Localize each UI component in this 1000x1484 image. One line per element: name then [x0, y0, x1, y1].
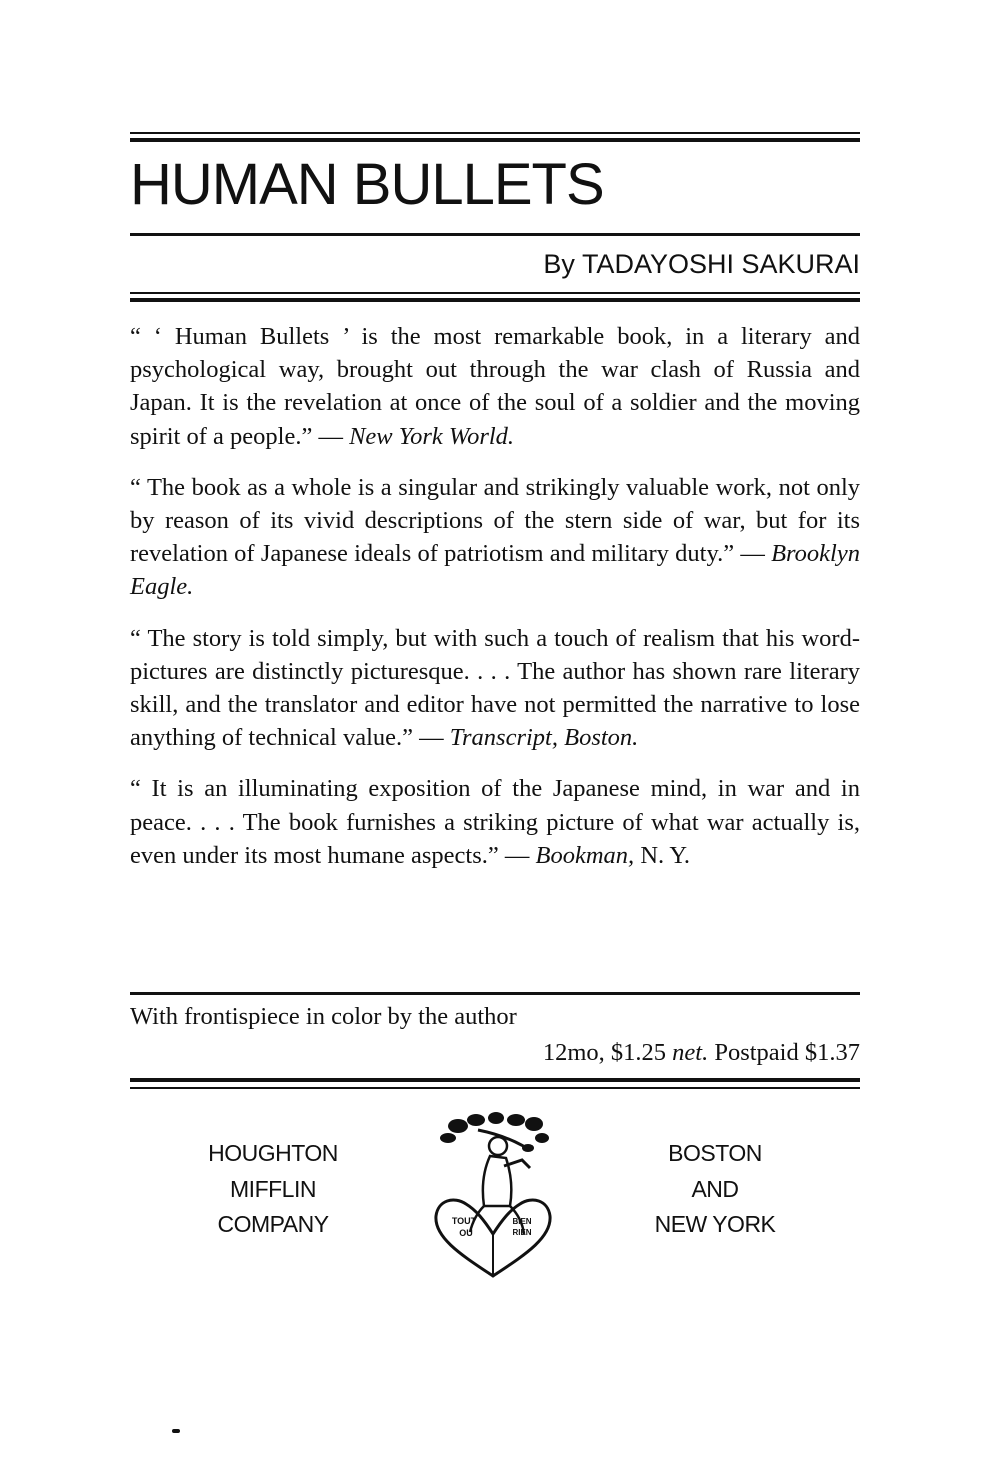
quote-source: Transcript, Boston. [449, 724, 639, 752]
print-mark [172, 1429, 180, 1433]
review-quote [130, 622, 860, 755]
publisher-logo-icon [418, 1108, 568, 1278]
author-byline: By TADAYOSHI SAKURAI [543, 249, 860, 279]
motto-right-top: BIEN [512, 1217, 532, 1226]
quote-text: “ The book as a whole is a singular and strikingly valuable work, not only by reason of its vivid descriptions of the stern side of war, but for its revelation of Japanese ideals of patriotism and military duty.” — [130, 473, 860, 568]
edition-rule [130, 992, 860, 995]
quote-text: “ The story is told simply, but with such a touch of realism that his word-pictures are distinctly picturesque. . . . The author has shown rare literary skill, and the translator and editor have not permitted the narrative to lose anything of technical value.” — [130, 624, 860, 752]
top-rule-thick [130, 138, 860, 142]
quote-source: Bookman, [535, 841, 635, 869]
publisher-name [163, 1136, 383, 1243]
publisher-line: MIFFLIN [230, 1175, 316, 1202]
net-label: net. [672, 1039, 709, 1066]
title-rule [130, 233, 860, 236]
publisher-cities [605, 1136, 825, 1243]
postpaid-price: Postpaid $1.37 [708, 1039, 860, 1066]
city-line: NEW YORK [654, 1211, 776, 1237]
city-line: BOSTON [668, 1140, 762, 1166]
price-line [543, 1036, 860, 1070]
byline-rule-thick [130, 298, 860, 302]
bottom-rule-thin [130, 1087, 860, 1089]
publisher-line: COMPANY [217, 1211, 329, 1237]
review-quote [130, 471, 860, 604]
motto-left-top: TOUT [451, 1216, 477, 1226]
review-quotes [130, 320, 860, 890]
byline-rule-thin [130, 292, 860, 294]
quote-source: Brooklyn Eagle. [130, 540, 860, 601]
quote-source-tail: N. Y. [634, 841, 691, 869]
quote-text: “ ‘ Human Bullets ’ is the most remarkable book, in a literary and psychological way, brought out through the war clash of Russia and Japan. It is the revelation at once of the soul of a soldier and the moving spirit of a people.” — [130, 323, 860, 450]
frontispiece-note: With frontispiece in color by the author [130, 1003, 517, 1030]
quote-text: “ It is an illuminating exposition of the Japanese mind, in war and in peace. . . . The book furnishes a striking picture of what war actually is, even under its most humane aspects.” — [130, 775, 860, 869]
city-line: AND [691, 1175, 739, 1202]
motto-left-bottom: OU [459, 1228, 473, 1238]
review-quote [130, 772, 860, 872]
review-quote [130, 320, 860, 453]
top-rule-thin [130, 132, 860, 134]
quote-source: New York World. [349, 422, 515, 450]
format-price: 12mo, $1.25 [542, 1039, 673, 1066]
publisher-line: HOUGHTON [208, 1140, 338, 1166]
bottom-rule-thick [130, 1078, 860, 1082]
book-title: HUMAN BULLETS [130, 152, 604, 217]
motto-right-bottom: RIEN [512, 1228, 532, 1237]
